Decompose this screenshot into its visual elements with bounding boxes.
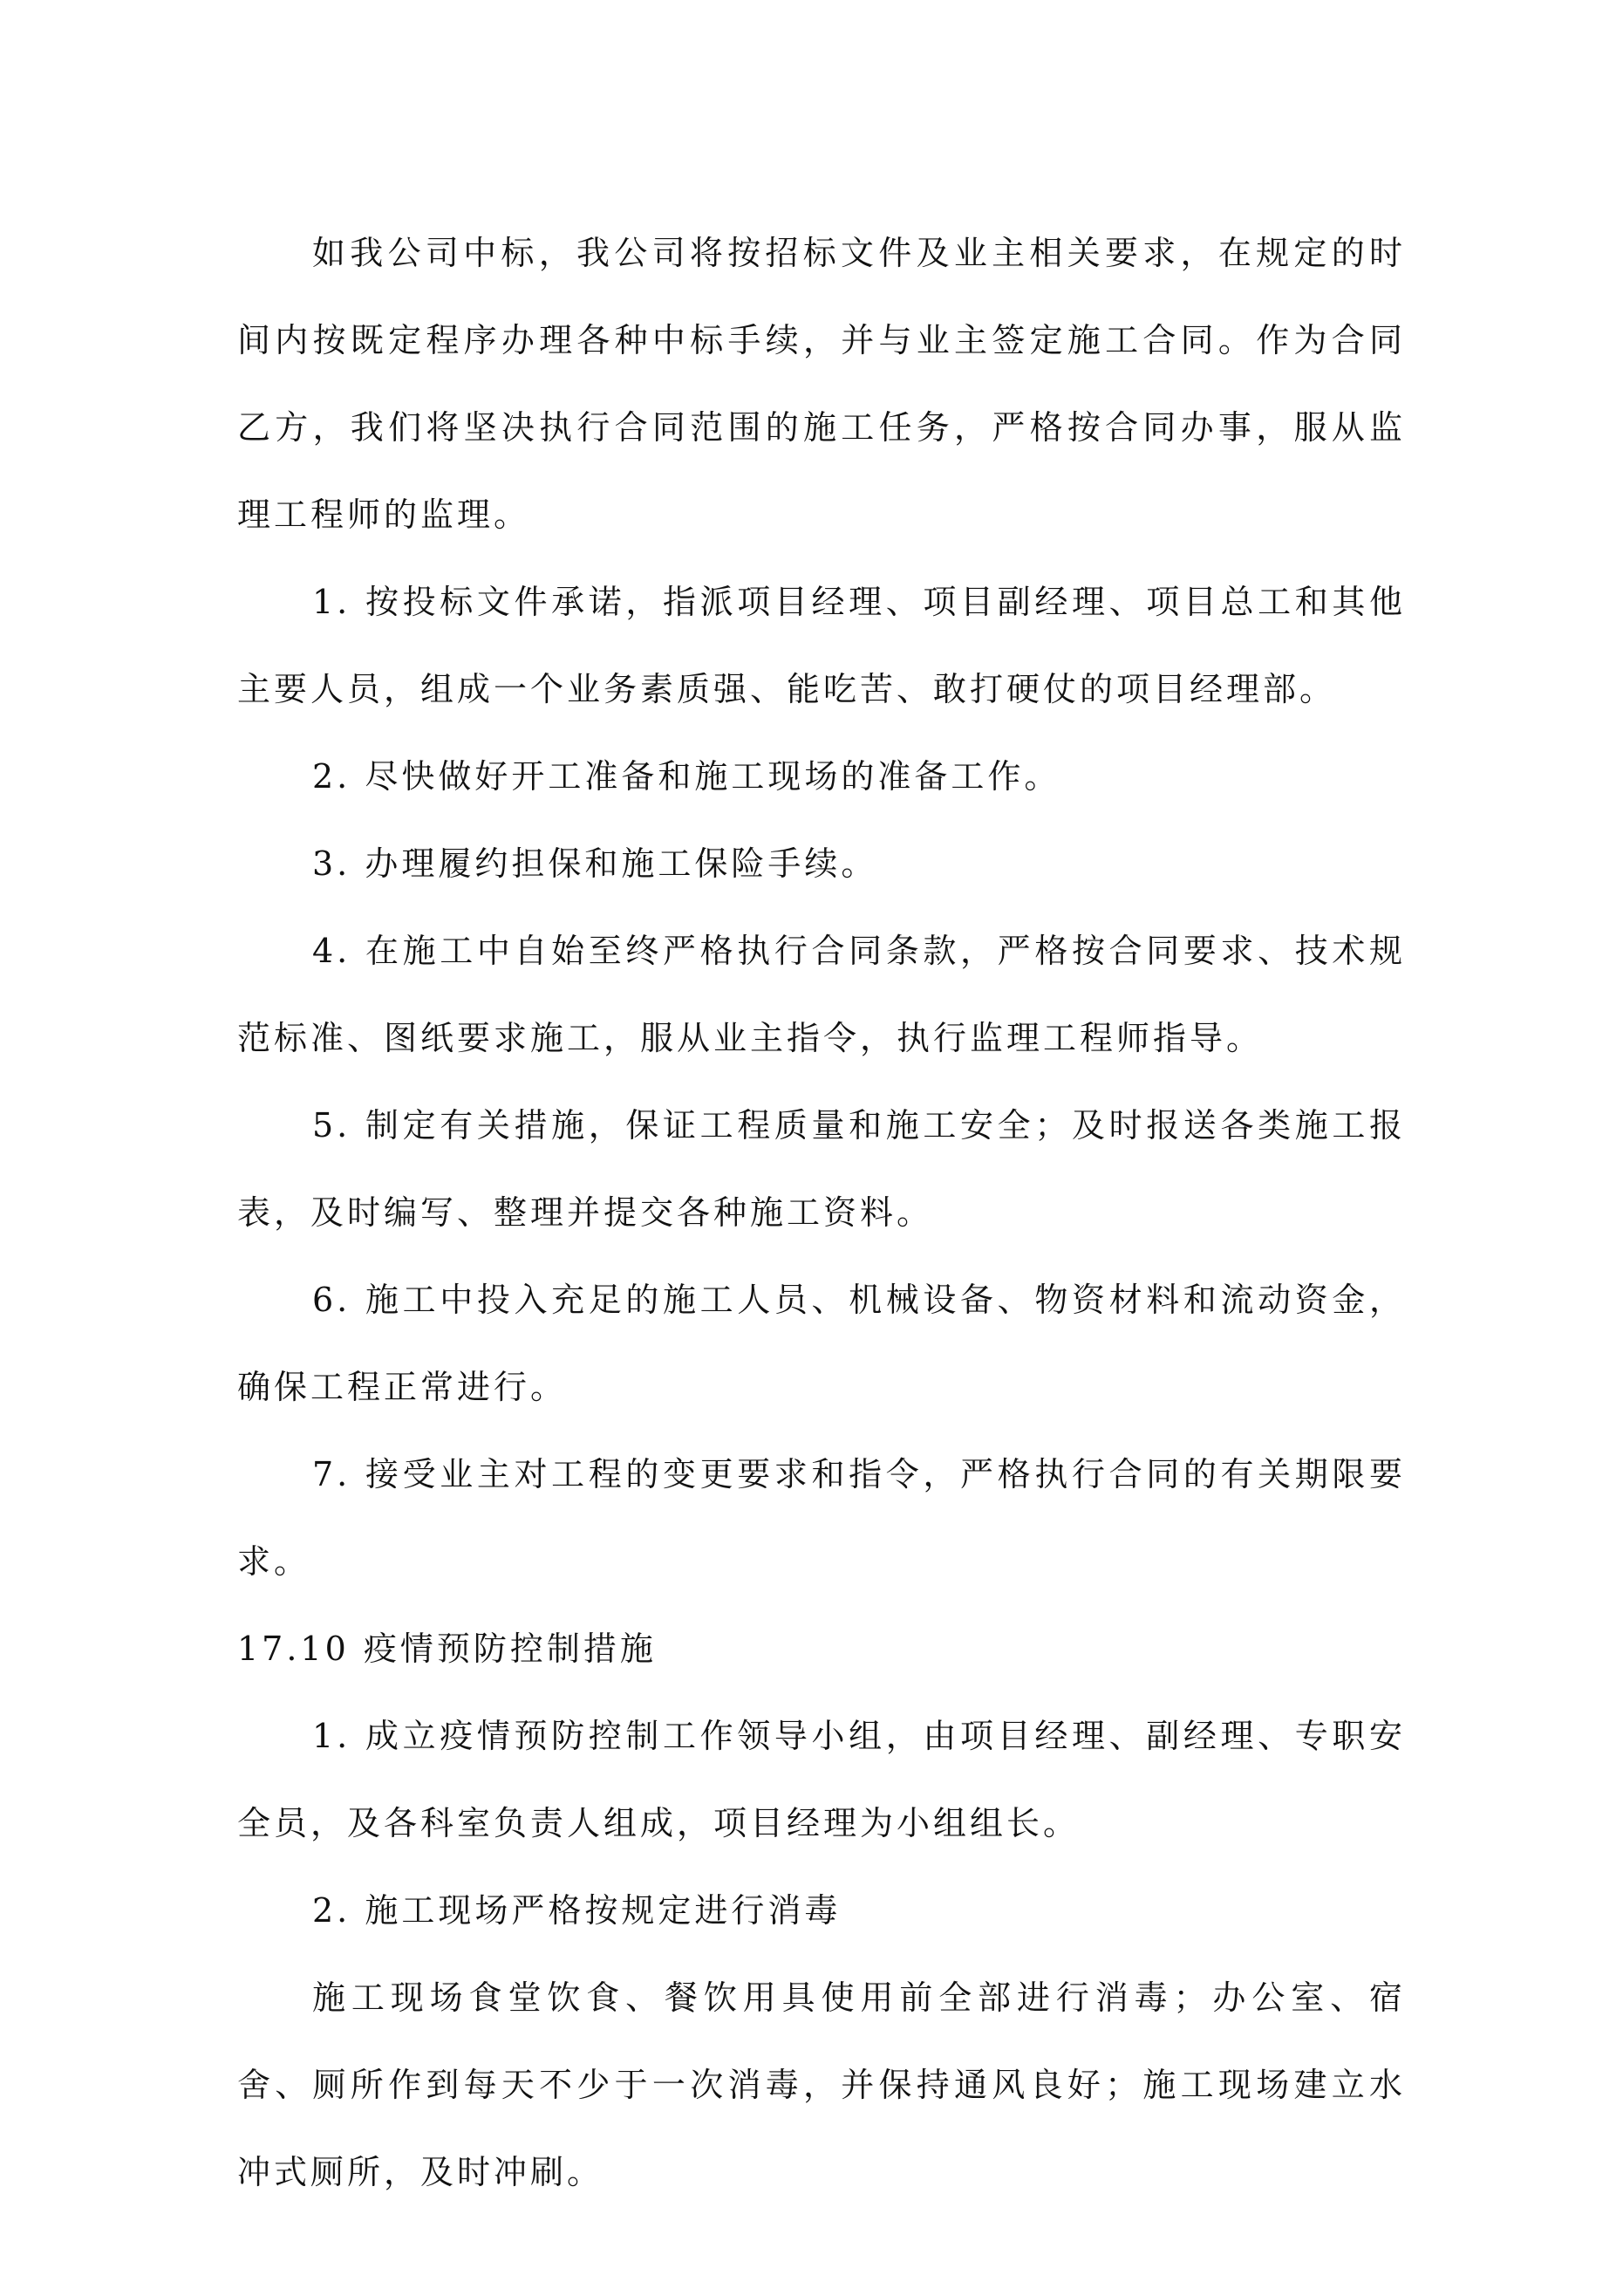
document-body — [237, 209, 1406, 2216]
section-paragraph-1: 1. 成立疫情预防控制工作领导小组，由项目经理、副经理、专职安全员，及各科室负责人组成，项目经理为小组组长。 — [237, 1717, 1406, 1842]
paragraph-item-6: 6. 施工中投入充足的施工人员、机械设备、物资材料和流动资金，确保工程正常进行。 — [237, 1281, 1406, 1406]
paragraph-item-5: 5. 制定有关措施，保证工程质量和施工安全；及时报送各类施工报表，及时编写、整理并提交各种施工资料。 — [237, 1106, 1406, 1232]
paragraph-item-3: 3. 办理履约担保和施工保险手续。 — [312, 844, 878, 883]
paragraph-item-4: 4. 在施工中自始至终严格执行合同条款，严格按合同要求、技术规范标准、图纸要求施工，服从业主指令，执行监理工程师指导。 — [237, 932, 1406, 1057]
paragraph-item-7: 7. 接受业主对工程的变更要求和指令，严格执行合同的有关期限要求。 — [237, 1455, 1406, 1581]
section-paragraph-3: 施工现场食堂饮食、餐饮用具使用前全部进行消毒；办公室、宿舍、厕所作到每天不少于一次消毒，并保持通风良好；施工现场建立水冲式厕所，及时冲刷。 — [237, 1978, 1406, 2191]
section-paragraph-2: 2. 施工现场严格按规定进行消毒 — [312, 1891, 842, 1930]
section-heading: 17.10 疫情预防控制措施 — [237, 1630, 657, 1668]
paragraph-intro: 如我公司中标，我公司将按招标文件及业主相关要求，在规定的时间内按既定程序办理各种中标手续，并与业主签定施工合同。作为合同乙方，我们将坚决执行合同范围的施工任务，严格按合同办事，服从监理工程师的监理。 — [237, 234, 1406, 534]
paragraph-item-2: 2. 尽快做好开工准备和施工现场的准备工作。 — [312, 757, 1061, 796]
paragraph-item-1: 1. 按投标文件承诺，指派项目经理、项目副经理、项目总工和其他主要人员，组成一个业务素质强、能吃苦、敢打硬仗的项目经理部。 — [237, 583, 1406, 708]
